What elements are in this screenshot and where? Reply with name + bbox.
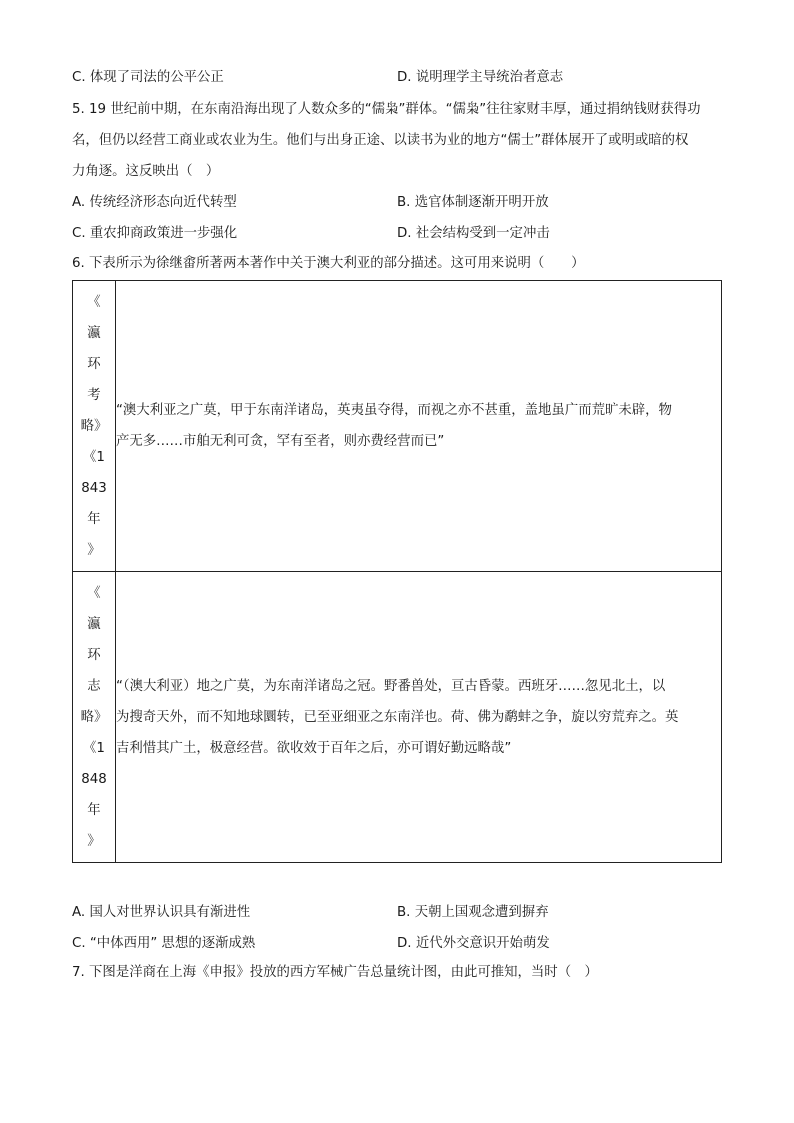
q6-options-row-1 xyxy=(72,901,732,923)
q6-stem: 6. 下表所示为徐继畬所著两本著作中关于澳大利亚的部分描述。这可用来说明（ ） xyxy=(72,256,585,271)
book-title-cell xyxy=(73,281,116,572)
title-char: 瀛 xyxy=(87,325,101,341)
quote-cell xyxy=(116,572,722,863)
q6-option-d[interactable]: D. 近代外交意识开始萌发 xyxy=(397,936,550,951)
title-char: 略》 xyxy=(80,709,108,725)
title-char: 略》 xyxy=(80,418,108,434)
quote-line: “澳大利亚之广莫，甲于东南洋诸岛，英夷虽夺得，而视之亦不甚重，盖地虽广而荒旷未辟，物 xyxy=(116,403,672,418)
title-char: 《1 xyxy=(83,449,105,465)
q4-option-c[interactable]: C. 体现了司法的公平公正 xyxy=(72,70,224,85)
title-char: 843 xyxy=(81,480,107,496)
title-char: 《1 xyxy=(83,740,105,756)
quote-line: 吉利惜其广土，极意经营。欲收效于百年之后，亦可谓好勤远略哉” xyxy=(116,740,512,756)
q5-options-row-1 xyxy=(72,191,732,213)
title-char: 瀛 xyxy=(87,616,101,632)
q5-option-b[interactable]: B. 选官体制逐渐开明开放 xyxy=(397,195,549,210)
title-char: 》 xyxy=(87,833,101,849)
q5-stem-line: 5. 19 世纪前中期，在东南沿海出现了人数众多的“儒枭”群体。“儒枭”往往家财丰厚，通过捐纳钱财获得功 xyxy=(72,102,701,117)
q5-option-a[interactable]: A. 传统经济形态向近代转型 xyxy=(72,195,237,210)
q4-options-row xyxy=(72,66,732,88)
quote-line: 产无多……市舶无利可贪，罕有至者，则亦费经营而已” xyxy=(116,434,445,449)
table-row xyxy=(73,281,722,572)
vertical-book-title xyxy=(73,287,115,566)
title-char: 《 xyxy=(87,585,101,601)
q4-option-d[interactable]: D. 说明理学主导统治者意志 xyxy=(397,70,564,85)
title-char: 年 xyxy=(87,802,101,818)
q5-stem xyxy=(72,94,722,187)
quote-line: 为搜奇天外，而不知地球圜转，已至亚细亚之东南洋也。荷、佛为鹬蚌之争，旋以穷荒弃之。英 xyxy=(116,709,679,725)
q5-option-d[interactable]: D. 社会结构受到一定冲击 xyxy=(397,226,550,241)
book-title-cell xyxy=(73,572,116,863)
q6-table xyxy=(72,280,722,863)
title-char: 《 xyxy=(87,294,101,310)
quote-cell xyxy=(116,281,722,572)
quote-line: “（澳大利亚）地之广莫，为东南洋诸岛之冠。野番兽处，亘古昏蒙。西班牙……忽见北土，以 xyxy=(116,678,666,694)
title-char: 848 xyxy=(81,771,107,787)
q6-option-a[interactable]: A. 国人对世界认识具有渐进性 xyxy=(72,905,251,920)
q7-stem: 7. 下图是洋商在上海《申报》投放的西方军械广告总量统计图，由此可推知，当时（ ） xyxy=(72,965,598,980)
q6-option-c[interactable]: C. “中体西用” 思想的逐渐成熟 xyxy=(72,936,256,951)
table-row xyxy=(73,572,722,863)
q5-option-c[interactable]: C. 重农抑商政策进一步强化 xyxy=(72,226,238,241)
title-char: 》 xyxy=(87,542,101,558)
q6-options-row-2 xyxy=(72,932,732,954)
title-char: 考 xyxy=(87,387,101,403)
q6-option-b[interactable]: B. 天朝上国观念遭到摒弃 xyxy=(397,905,549,920)
q5-stem-line: 名，但仍以经营工商业或农业为生。他们与出身正途、以读书为业的地方“儒士”群体展开了或明或暗的权 xyxy=(72,133,689,148)
title-char: 环 xyxy=(87,647,101,663)
q5-options-row-2 xyxy=(72,222,732,244)
vertical-book-title xyxy=(73,578,115,857)
q5-stem-line: 力角逐。这反映出（ ） xyxy=(72,164,220,179)
title-char: 志 xyxy=(87,678,101,694)
title-char: 环 xyxy=(87,356,101,372)
title-char: 年 xyxy=(87,511,101,527)
